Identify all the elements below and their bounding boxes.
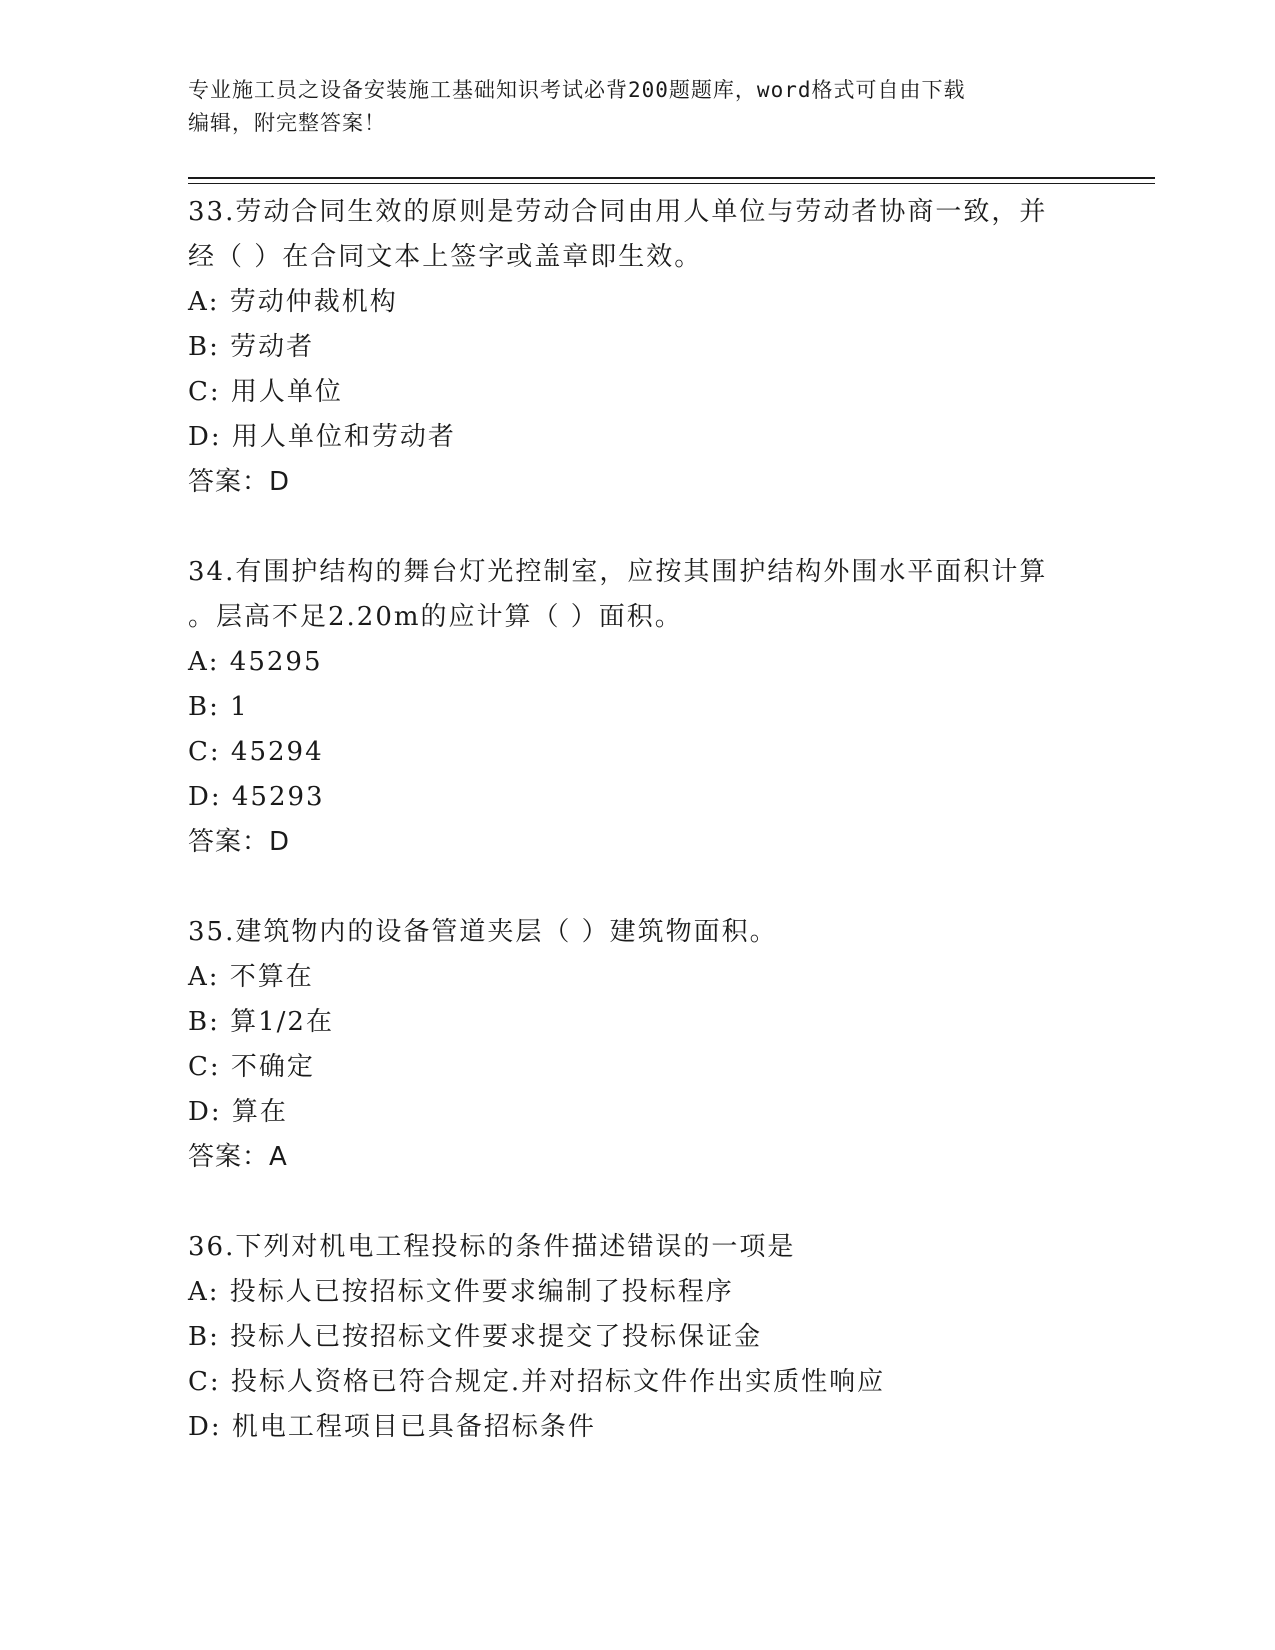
- option-a: A: 不算在: [188, 962, 314, 992]
- option-d: D: 45293: [188, 782, 325, 812]
- option-b: B: 算1/2在: [188, 1007, 334, 1037]
- question-text: 36.下列对机电工程投标的条件描述错误的一项是: [188, 1232, 796, 1262]
- question-34: [188, 550, 1088, 865]
- header-line-1: 专业施工员之设备安装施工基础知识考试必背200题题库，word格式可自由下载: [188, 78, 966, 102]
- spacer: [188, 505, 1088, 550]
- option-a: A: 劳动仲裁机构: [188, 287, 398, 317]
- question-text-line-2: 经（ ）在合同文本上签字或盖章即生效。: [188, 242, 703, 272]
- option-a: A: 投标人已按招标文件要求编制了投标程序: [188, 1277, 734, 1307]
- option-b: B: 劳动者: [188, 332, 315, 362]
- option-b: B: 投标人已按招标文件要求提交了投标保证金: [188, 1322, 763, 1352]
- question-list: [188, 190, 1088, 1450]
- option-c: C: 用人单位: [188, 377, 343, 407]
- option-d: D: 用人单位和劳动者: [188, 422, 456, 452]
- document-header: [188, 74, 1068, 140]
- question-33: [188, 190, 1088, 505]
- question-text-line-1: 34.有围护结构的舞台灯光控制室，应按其围护结构外围水平面积计算: [188, 557, 1048, 587]
- option-c: C: 不确定: [188, 1052, 315, 1082]
- answer-line: 答案：D: [188, 467, 291, 497]
- question-text: 35.建筑物内的设备管道夹层（ ）建筑物面积。: [188, 917, 778, 947]
- option-d: D: 机电工程项目已具备招标条件: [188, 1412, 596, 1442]
- spacer: [188, 865, 1088, 910]
- header-divider-thin: [188, 183, 1155, 184]
- question-36: [188, 1225, 1088, 1450]
- question-text-line-2: 。层高不足2.20m的应计算（ ）面积。: [188, 602, 683, 632]
- option-b: B: 1: [188, 692, 249, 722]
- question-35: [188, 910, 1088, 1180]
- header-divider-thick: [188, 177, 1155, 179]
- spacer: [188, 1180, 1088, 1225]
- question-text: [188, 550, 1088, 640]
- answer-line: 答案：A: [188, 1142, 288, 1172]
- header-line-2: 编辑，附完整答案！: [188, 111, 386, 135]
- answer-line: 答案：D: [188, 827, 291, 857]
- question-text-line-1: 33.劳动合同生效的原则是劳动合同由用人单位与劳动者协商一致，并: [188, 197, 1048, 227]
- option-a: A: 45295: [188, 647, 323, 677]
- question-text: [188, 190, 1088, 280]
- option-c: C: 45294: [188, 737, 324, 767]
- option-d: D: 算在: [188, 1097, 288, 1127]
- option-c: C: 投标人资格已符合规定.并对招标文件作出实质性响应: [188, 1367, 886, 1397]
